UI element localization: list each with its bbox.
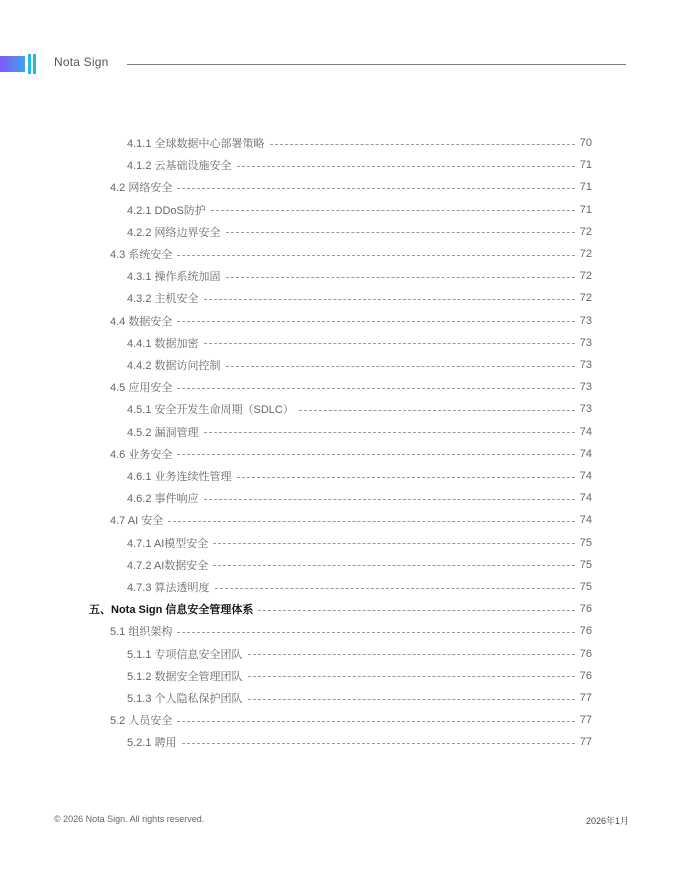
toc-entry-page-number: 73 xyxy=(579,336,592,349)
toc-entry-page-number: 75 xyxy=(579,581,592,593)
toc-entry-page-number: 73 xyxy=(579,381,592,394)
toc-entry-title: 4.7 AI 安全 xyxy=(110,515,164,528)
dot-leader xyxy=(204,343,575,344)
page-header xyxy=(0,52,681,76)
toc-entry-title: 4.3.2 主机安全 xyxy=(127,293,199,306)
toc-entry[interactable] xyxy=(127,465,592,487)
toc-entry-page-number: 72 xyxy=(579,248,592,260)
toc-entry-title: 4.6.2 事件响应 xyxy=(127,493,199,506)
toc-entry-title: 4.3.1 操作系统加固 xyxy=(127,271,221,284)
toc-entry-page-number: 71 xyxy=(579,203,592,216)
dot-leader xyxy=(270,144,575,145)
toc-entry[interactable] xyxy=(127,199,592,221)
dot-leader xyxy=(177,388,574,389)
dot-leader xyxy=(299,410,575,411)
toc-entry-title: 4.4.1 数据加密 xyxy=(127,337,199,350)
toc-entry-title: 4.7.1 AI模型安全 xyxy=(127,537,209,550)
toc-entry-page-number: 77 xyxy=(579,692,592,704)
toc-entry-page-number: 76 xyxy=(579,669,592,682)
toc-entry[interactable] xyxy=(127,398,592,420)
dot-leader xyxy=(177,632,574,633)
toc-entry-page-number: 76 xyxy=(579,647,592,660)
toc-entry[interactable] xyxy=(127,332,592,354)
toc-entry-page-number: 74 xyxy=(579,425,592,438)
brand-name: Nota Sign xyxy=(54,55,109,69)
toc-entry-title: 4.7.3 算法透明度 xyxy=(127,582,210,594)
toc-entry[interactable] xyxy=(110,509,592,531)
footer-date: 2026年1月 xyxy=(585,816,629,826)
toc-entry-page-number: 72 xyxy=(579,225,592,238)
toc-entry-page-number: 74 xyxy=(579,470,592,482)
toc-entry-page-number: 77 xyxy=(579,714,592,727)
dot-leader xyxy=(226,277,575,278)
toc-entry-title: 5.2 人员安全 xyxy=(110,715,173,728)
toc-entry-page-number: 72 xyxy=(579,270,592,283)
toc-entry[interactable] xyxy=(127,554,592,576)
dot-leader xyxy=(177,454,574,455)
dot-leader xyxy=(204,499,575,500)
toc-entry-page-number: 74 xyxy=(579,514,592,527)
toc-entry-title: 5.1.1 专项信息安全团队 xyxy=(127,648,243,661)
dot-leader xyxy=(215,588,575,589)
toc-entry-page-number: 74 xyxy=(579,447,592,460)
toc-entry-page-number: 70 xyxy=(579,137,592,149)
dot-leader xyxy=(237,166,575,167)
toc-entry-page-number: 71 xyxy=(579,159,592,172)
toc-entry[interactable] xyxy=(110,443,592,465)
toc-entry-title: 4.6.1 业务连续性管理 xyxy=(127,471,232,483)
dot-leader xyxy=(248,699,575,700)
dot-leader xyxy=(177,255,574,256)
toc-entry-title: 4.4 数据安全 xyxy=(110,315,173,328)
toc-entry[interactable] xyxy=(110,176,592,198)
toc-entry[interactable] xyxy=(127,132,592,154)
dot-leader xyxy=(248,676,575,677)
toc-entry-title: 4.1.2 云基础设施安全 xyxy=(127,160,232,173)
dot-leader xyxy=(182,743,575,744)
toc-entry[interactable] xyxy=(127,576,592,598)
toc-entry-title: 4.4.2 数据访问控制 xyxy=(127,360,221,372)
toc-entry-title: 4.5.1 安全开发生命周期（SDLC） xyxy=(127,404,294,417)
toc-entry[interactable] xyxy=(110,376,592,398)
dot-leader xyxy=(213,543,574,544)
toc-entry-title: 5.1 组织架构 xyxy=(110,626,173,639)
toc-entry-page-number: 75 xyxy=(579,558,592,571)
toc-entry-title: 4.2.1 DDoS防护 xyxy=(127,204,206,217)
toc-entry-title: 4.2 网络安全 xyxy=(110,182,173,195)
toc-entry-title: 4.5 应用安全 xyxy=(110,382,173,395)
toc-entry[interactable] xyxy=(127,687,592,709)
toc-entry-title: 4.1.1 全球数据中心部署策略 xyxy=(127,138,265,150)
toc-entry-title: 5.1.2 数据安全管理团队 xyxy=(127,670,243,683)
toc-entry-title: 4.3 系统安全 xyxy=(110,249,173,261)
toc-entry[interactable] xyxy=(89,598,592,620)
toc-entry[interactable] xyxy=(127,487,592,509)
toc-entry[interactable] xyxy=(127,287,592,309)
dot-leader xyxy=(168,521,575,522)
dot-leader xyxy=(248,654,575,655)
dot-leader xyxy=(226,232,575,233)
toc-entry[interactable] xyxy=(110,620,592,642)
toc-entry[interactable] xyxy=(127,643,592,665)
toc-entry-page-number: 73 xyxy=(579,359,592,371)
dot-leader xyxy=(258,610,574,611)
dot-leader xyxy=(237,477,575,478)
toc-entry[interactable] xyxy=(127,532,592,554)
toc-entry-title: 5.1.3 个人隐私保护团队 xyxy=(127,693,243,705)
dot-leader xyxy=(204,432,575,433)
toc-entry-title: 4.2.2 网络边界安全 xyxy=(127,226,221,239)
toc-entry[interactable] xyxy=(110,310,592,332)
dot-leader xyxy=(213,565,574,566)
toc-entry-page-number: 71 xyxy=(579,181,592,194)
toc-entry-page-number: 76 xyxy=(579,625,592,638)
toc-entry-page-number: 77 xyxy=(579,736,592,749)
toc-entry-page-number: 73 xyxy=(579,314,592,327)
dot-leader xyxy=(177,321,574,322)
toc-entry-title: 4.7.2 AI数据安全 xyxy=(127,559,209,572)
dot-leader xyxy=(177,721,574,722)
toc-entry[interactable] xyxy=(127,354,592,376)
brand-bars-icon xyxy=(0,54,40,74)
dot-leader xyxy=(204,299,575,300)
toc-entry[interactable] xyxy=(127,265,592,287)
toc-entry[interactable] xyxy=(110,243,592,265)
toc-entry[interactable] xyxy=(110,709,592,731)
toc-entry-page-number: 73 xyxy=(579,403,592,416)
toc-entry-page-number: 74 xyxy=(579,492,592,505)
toc-entry-page-number: 72 xyxy=(579,292,592,305)
footer-copyright: © 2026 Nota Sign. All rights reserved. xyxy=(54,814,205,824)
toc-entry[interactable] xyxy=(127,731,592,753)
toc-entry[interactable] xyxy=(127,665,592,687)
toc-entry-title: 4.5.2 漏洞管理 xyxy=(127,426,199,439)
toc-entry-title: 五、Nota Sign 信息安全管理体系 xyxy=(89,604,254,617)
toc-entry-page-number: 76 xyxy=(579,603,592,616)
dot-leader xyxy=(226,366,575,367)
toc-entry[interactable] xyxy=(127,421,592,443)
dot-leader xyxy=(211,210,575,211)
toc-entry-page-number: 75 xyxy=(579,536,592,549)
header-divider xyxy=(127,64,626,65)
toc-entry-title: 4.6 业务安全 xyxy=(110,448,173,461)
toc-entry-title: 5.2.1 聘用 xyxy=(127,737,177,750)
toc-entry[interactable] xyxy=(127,154,592,176)
dot-leader xyxy=(177,188,574,189)
toc-entry[interactable] xyxy=(127,221,592,243)
